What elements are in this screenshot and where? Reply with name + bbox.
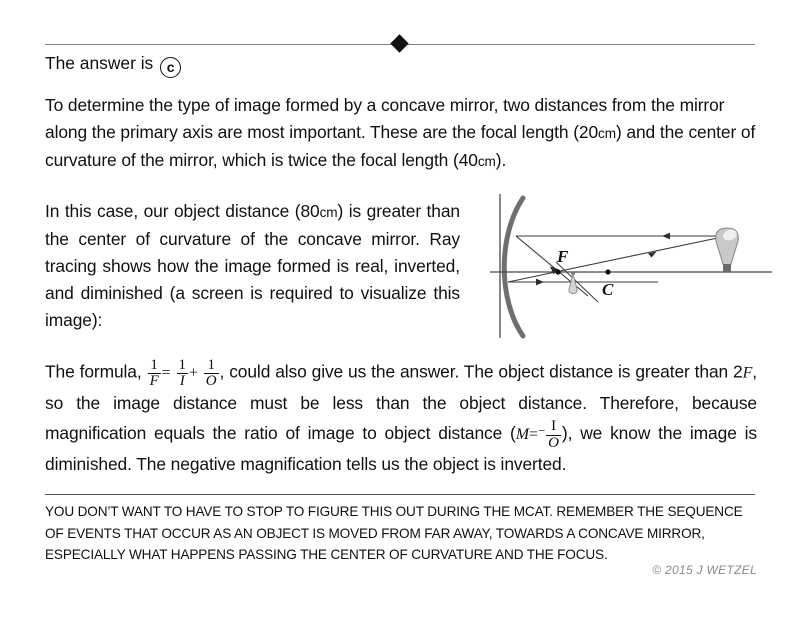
object-bulb xyxy=(716,228,739,272)
lens-lhs-denominator: F xyxy=(149,373,159,390)
ray-parallel-arrowhead-icon xyxy=(662,233,670,240)
explanation-paragraph-1 xyxy=(45,92,757,175)
formula-magnification-fraction xyxy=(546,419,561,451)
object-distance-unit: cm xyxy=(319,205,338,220)
magnification-equals-sign: = xyxy=(529,425,538,443)
lens-rhs1-denominator: I xyxy=(177,373,188,389)
diamond-icon xyxy=(390,34,408,52)
lens-rhs2-numerator: 1 xyxy=(207,357,215,373)
lens-lhs-numerator: 1 xyxy=(150,357,158,373)
focus-label: F xyxy=(557,247,569,266)
magnification-negative-sign: − xyxy=(537,422,546,438)
ray-parallel-reflected-arrowhead-icon xyxy=(536,279,544,286)
ray-diagram-svg xyxy=(480,190,780,342)
lens-equals-sign: = xyxy=(161,364,171,382)
lens-rhs1-numerator: 1 xyxy=(178,357,186,373)
explanation-paragraph-2 xyxy=(45,198,460,334)
formula-lens-rhs1 xyxy=(177,358,188,390)
concave-mirror-arc xyxy=(504,198,523,336)
footer-note: YOU DON’T WANT TO HAVE TO STOP TO FIGURE THIS OUT DURING THE MCAT. REMEMBER THE SEQUENCE OF EVENTS THAT OCCUR AS AN OBJECT IS MOVED FROM FAR AWAY, TOWARDS A CONCAVE MIRROR, ESPECIALLY WHAT HAPPENS PASSING THE CENTER OF CURVATURE AND THE FOCUS. xyxy=(45,504,743,562)
ray-through-focus-incoming xyxy=(508,236,727,282)
lens-plus-sign: + xyxy=(188,364,198,382)
para1-text-b: ) and the center of curvature of the mirror, which is twice the focal length ( xyxy=(45,122,756,170)
radius-value: 40 xyxy=(458,150,478,170)
formula-lens-lhs xyxy=(148,358,161,390)
focal-length-unit: cm xyxy=(598,126,616,141)
para3-text-c: , so the image distance must be less than the object distance. Therefore, because magnification equals the ratio of image to object distance ( xyxy=(45,361,758,443)
formula-lens-rhs2 xyxy=(204,358,219,390)
magnification-denominator: O xyxy=(548,434,559,451)
answer-line xyxy=(45,50,181,78)
radius-unit: cm xyxy=(477,154,496,169)
two-f-variable: F xyxy=(742,364,753,382)
object-bulb-base xyxy=(723,264,731,272)
para1-text-c: ). xyxy=(495,150,507,170)
focus-point-dot xyxy=(555,269,560,274)
image-bulb-glass xyxy=(569,274,577,294)
footer-divider xyxy=(45,494,755,495)
para3-text-b: , could also give us the answer. The object distance is greater than 2 xyxy=(219,361,743,382)
magnification-numerator: I xyxy=(551,418,556,435)
explanation-paragraph-3 xyxy=(45,358,757,478)
image-bulb-base xyxy=(571,272,575,275)
answer-choice-badge: c xyxy=(160,57,181,78)
answer-prefix-label: The answer is xyxy=(45,53,154,73)
magnification-variable: M xyxy=(515,425,529,443)
ray-reflected-through-focus xyxy=(516,236,588,296)
para2-text-a: In this case, our object distance ( xyxy=(45,201,301,221)
para1-text-a: To determine the type of image formed by a concave mirror, two distances from the mirror along the primary axis are most important. These are the focal length ( xyxy=(45,95,725,142)
center-label: C xyxy=(602,280,614,299)
lens-rhs2-denominator: O xyxy=(205,373,217,390)
object-distance-value: 80 xyxy=(300,201,320,221)
center-point-dot xyxy=(605,269,610,274)
para2-text-b: ) is greater than the center of curvature of the concave mirror. Ray tracing shows how the image formed is real, inverted, and diminished (a screen is required to visualize this image): xyxy=(45,201,460,330)
copyright-label: © 2015 J WETZEL xyxy=(652,563,757,577)
focal-length-value: 20 xyxy=(578,122,599,142)
para3-text-a: The formula, xyxy=(45,361,142,382)
ray-tracing-diagram xyxy=(480,190,780,342)
para3-text-d: ), we know the image is diminished. The negative magnification tells us the object is inverted. xyxy=(45,422,757,474)
